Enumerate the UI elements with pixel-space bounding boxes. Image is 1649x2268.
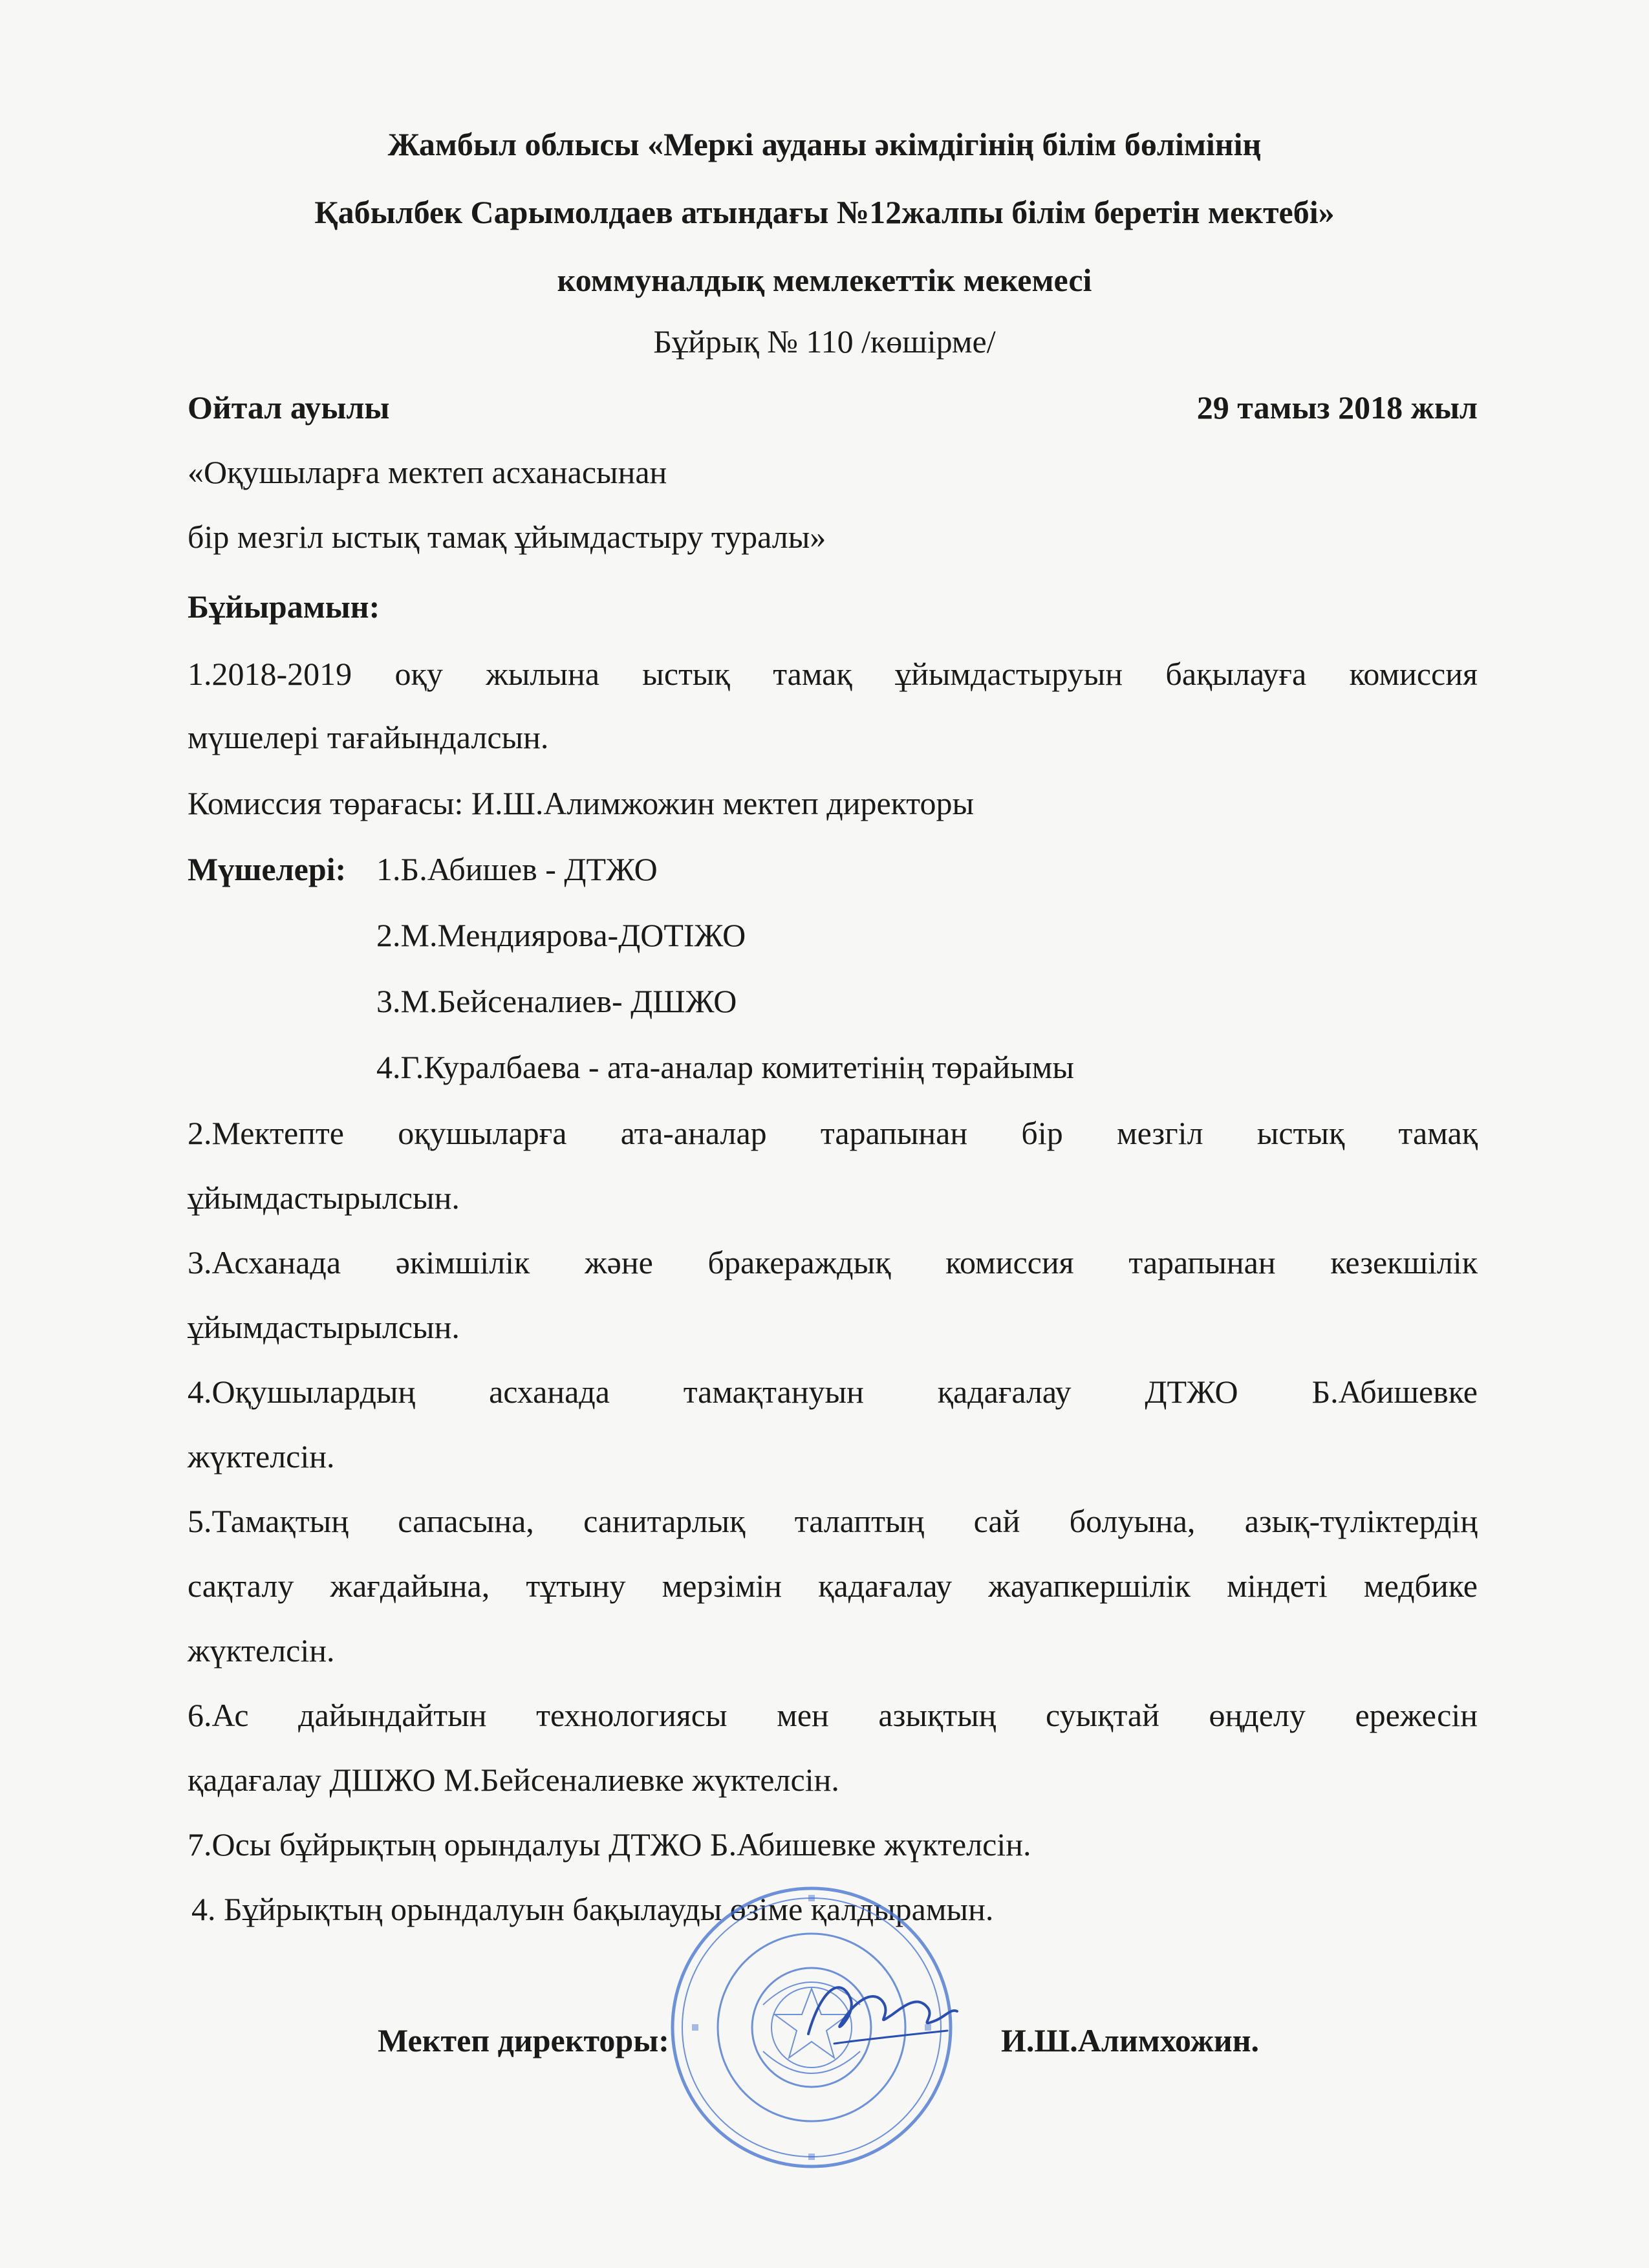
item-5-line-3: жүктелсін. [188, 1632, 335, 1669]
subject-line-2: бір мезгіл ыстық тамақ ұйымдастыру туралы» [188, 519, 826, 555]
item-8: 4. Бұйрықтың орындалуын бақылауды өзіме қалдырамын. [191, 1891, 994, 1927]
date: 29 тамыз 2018 жыл [1196, 389, 1478, 426]
subject-line-1: «Оқушыларға мектеп асханасынан [188, 454, 667, 490]
item-1-line-1: 1.2018-2019 оқу жылына ыстық тамақ ұйымдастыруын бақылауға комиссия [188, 656, 1478, 692]
signature-title: Мектеп директоры: [378, 2022, 669, 2058]
signature-name: И.Ш.Алимхожин. [1001, 2022, 1260, 2058]
order-heading: Бұйырамын: [188, 589, 380, 625]
order-number: Бұйрық № 110 /көшірме/ [653, 323, 996, 360]
header-line-1: Жамбыл облысы «Меркі ауданы әкімдігінің білім бөлімінің [387, 126, 1262, 162]
item-7: 7.Осы бұйрықтың орындалуы ДТЖО Б.Абишевке жүктелсін. [188, 1826, 1031, 1863]
item-6-line-2: қадағалау ДШЖО М.Бейсеналиевке жүктелсін. [188, 1762, 839, 1798]
member-1: 1.Б.Абишев - ДТЖО [376, 851, 658, 887]
item-2-line-2: ұйымдастырылсын. [188, 1180, 460, 1216]
commission-chair: Комиссия төрағасы: И.Ш.Алимжожин мектеп директоры [188, 785, 975, 821]
item-5-line-1: 5.Тамақтың сапасына, санитарлық талаптың сай болуына, азық-түліктердің [188, 1503, 1478, 1539]
item-3-line-2: ұйымдастырылсын. [188, 1309, 460, 1345]
item-2-line-1: 2.Мектепте оқушыларға ата-аналар тарапынан бір мезгіл ыстық тамақ [188, 1115, 1478, 1151]
member-3: 3.М.Бейсеналиев- ДШЖО [376, 983, 737, 1019]
member-4: 4.Г.Куралбаева - ата-аналар комитетінің төрайымы [376, 1049, 1075, 1085]
item-4-line-1: 4.Оқушылардың асханада тамақтануын қадағалау ДТЖО Б.Абишевке [188, 1374, 1478, 1410]
place: Ойтал ауылы [188, 389, 390, 426]
header-line-3: коммуналдық мемлекеттік мекемесі [557, 262, 1092, 298]
header-line-2: Қабылбек Сарымолдаев атындағы №12жалпы білім беретін мектебі» [314, 194, 1335, 230]
members-label: Мүшелері: [188, 851, 347, 887]
member-2: 2.М.Мендиярова-ДОТІЖО [376, 917, 746, 953]
item-3-line-1: 3.Асханада әкімшілік және бракераждық комиссия тарапынан кезекшілік [188, 1244, 1478, 1280]
director-signature [795, 1963, 964, 2060]
item-5-line-2: сақталу жағдайына, тұтыну мерзімін қадағалау жауапкершілік міндеті медбике [188, 1568, 1478, 1604]
item-1-line-2: мүшелері тағайындалсын. [188, 719, 549, 755]
item-4-line-2: жүктелсін. [188, 1438, 335, 1474]
item-6-line-1: 6.Ас дайындайтын технологиясы мен азықтың суықтай өңделу ережесін [188, 1697, 1478, 1733]
